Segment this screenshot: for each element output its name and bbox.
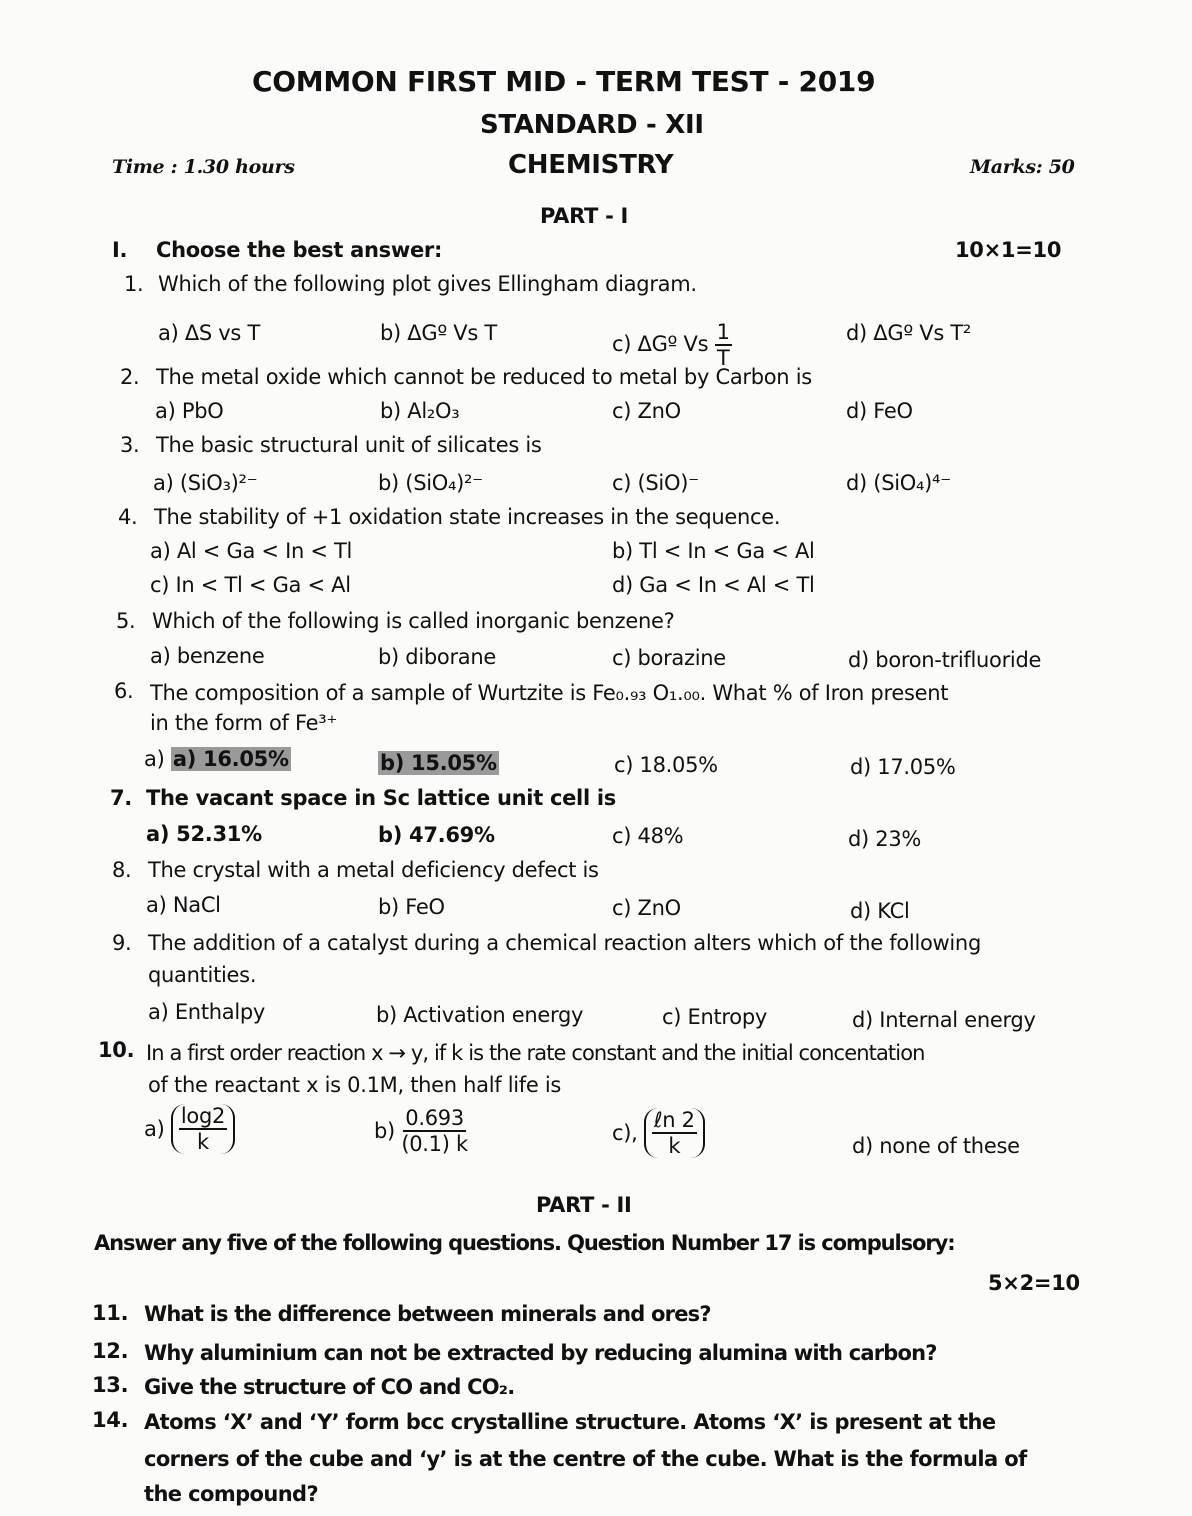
option-a: a) benzene [150,644,265,668]
option-c-label: c) ΔGº Vs [612,332,709,356]
denominator: k [668,1134,681,1158]
part1-title: PART - I [540,204,629,228]
question-number: 9. [112,931,132,955]
question-number: 7. [110,786,132,810]
question-text: The basic structural unit of silicates is [156,433,542,457]
option-c: c) 18.05% [614,753,718,777]
question-number: 12. [92,1339,129,1363]
question-text: Which of the following is called inorganic benzene? [152,609,675,633]
question-number: 14. [92,1408,129,1432]
option-c: c) (SiO)⁻ [612,471,699,495]
denominator: k [197,1130,209,1154]
option-d: d) KCl [850,899,910,923]
fraction [171,1104,235,1154]
option-c: c) ZnO [612,399,681,423]
question-number: 4. [118,505,138,529]
option-d: d) boron-trifluoride [848,648,1042,672]
option-b [374,1106,468,1156]
question-text-cont: in the form of Fe³⁺ [150,711,338,735]
option-c [612,1108,705,1158]
question-text: The vacant space in Sc lattice unit cell is [146,786,616,810]
question-number: 8. [112,858,132,882]
option-c [612,320,732,370]
question-text: Give the structure of CO and CO₂. [144,1375,515,1399]
option-a: a) (SiO₃)²⁻ [153,471,258,495]
option-a: a) PbO [155,399,224,423]
part1-instruction: Choose the best answer: [156,238,443,262]
fraction [644,1108,705,1158]
option-b: b) FeO [378,895,445,919]
option-b [378,750,499,776]
option-c: c) Entropy [662,1005,768,1029]
option-b: b) Al₂O₃ [380,399,460,423]
option-d: d) none of these [852,1134,1020,1158]
question-text: The stability of +1 oxidation state increases in the sequence. [154,505,781,529]
option-c: c) 48% [612,824,684,848]
option-a: a) ΔS vs T [158,321,260,345]
highlighted-answer: b) 15.05% [380,751,497,775]
section-number: I. [112,238,128,262]
option-a [144,1104,235,1154]
part2-title: PART - II [536,1193,632,1217]
option-c: c) borazine [612,646,726,670]
option-d: d) (SiO₄)⁴⁻ [846,471,951,495]
option-a: a) 52.31% [146,822,262,846]
option-d: d) FeO [846,399,913,423]
numerator: 0.693 [405,1106,464,1130]
numerator: log2 [180,1104,226,1128]
fraction [715,320,732,370]
option-b-label: b) [374,1119,395,1143]
question-text: What is the difference between minerals and ores? [144,1302,711,1326]
question-text: Which of the following plot gives Ellingham diagram. [158,272,697,296]
numerator: 1 [716,320,730,344]
question-text: The addition of a catalyst during a chemical reaction alters which of the following [148,931,981,955]
total-marks: Marks: 50 [970,156,1075,178]
question-number: 3. [120,433,140,457]
question-text: Why aluminium can not be extracted by reducing alumina with carbon? [144,1341,937,1365]
option-b: b) Activation energy [376,1003,584,1027]
question-number: 6. [114,679,134,703]
denominator: (0.1) k [401,1132,468,1156]
part2-instruction: Answer any five of the following questions. Question Number 17 is compulsory: [94,1231,955,1255]
option-c: c) In < Tl < Ga < Al [150,573,351,597]
option-b: b) ΔGº Vs T [380,321,497,345]
question-text: The metal oxide which cannot be reduced to metal by Carbon is [156,365,812,389]
question-text-cont: corners of the cube and ‘y’ is at the centre of the cube. What is the formula of [144,1447,1027,1471]
option-d: d) 17.05% [850,755,956,779]
question-number: 2. [120,365,140,389]
option-c-label: c), [612,1121,638,1145]
exam-title: COMMON FIRST MID - TERM TEST - 2019 [252,65,876,98]
question-text-cont: the compound? [144,1482,319,1506]
option-d: d) ΔGº Vs T² [846,321,972,345]
question-number: 1. [124,272,144,296]
option-b: b) diborane [378,645,496,669]
question-number: 5. [116,609,136,633]
question-text: Atoms ‘X’ and ‘Y’ form bcc crystalline structure. Atoms ‘X’ is present at the [144,1410,996,1434]
time-allowed: Time : 1.30 hours [112,156,295,178]
denominator: T [716,346,730,370]
option-b: b) Tl < In < Ga < Al [612,539,815,563]
option-d: d) Internal energy [852,1008,1036,1032]
option-a: a) Enthalpy [148,1000,266,1024]
question-number: 10. [98,1038,135,1062]
option-a-label: a) [144,1117,165,1141]
question-text-cont: of the reactant x is 0.1M, then half life is [148,1073,562,1097]
question-text: In a first order reaction x → y, if k is the rate constant and the initial concentation [146,1041,925,1065]
highlighted-answer: a) 16.05% [172,747,289,771]
part2-marks: 5×2=10 [988,1271,1080,1295]
question-text-cont: quantities. [148,963,257,987]
question-text: The crystal with a metal deficiency defect is [148,858,599,882]
option-c: c) ZnO [612,896,681,920]
option-b: b) 47.69% [378,823,495,847]
question-text: The composition of a sample of Wurtzite is Fe₀.₉₃ O₁.₀₀. What % of Iron present [150,681,949,705]
question-number: 11. [92,1301,129,1325]
option-a: a) a) 16.05% [144,747,289,771]
fraction [401,1106,468,1156]
option-d: d) Ga < In < Al < Tl [612,573,815,597]
standard: STANDARD - XII [480,110,704,140]
subject: CHEMISTRY [508,150,674,180]
option-a: a) NaCl [146,893,221,917]
option-b: b) (SiO₄)²⁻ [378,471,483,495]
option-d: d) 23% [848,827,922,851]
numerator: ℓn 2 [653,1108,695,1132]
part1-marks: 10×1=10 [955,238,1062,262]
question-number: 13. [92,1373,129,1397]
option-a: a) Al < Ga < In < Tl [150,539,353,563]
